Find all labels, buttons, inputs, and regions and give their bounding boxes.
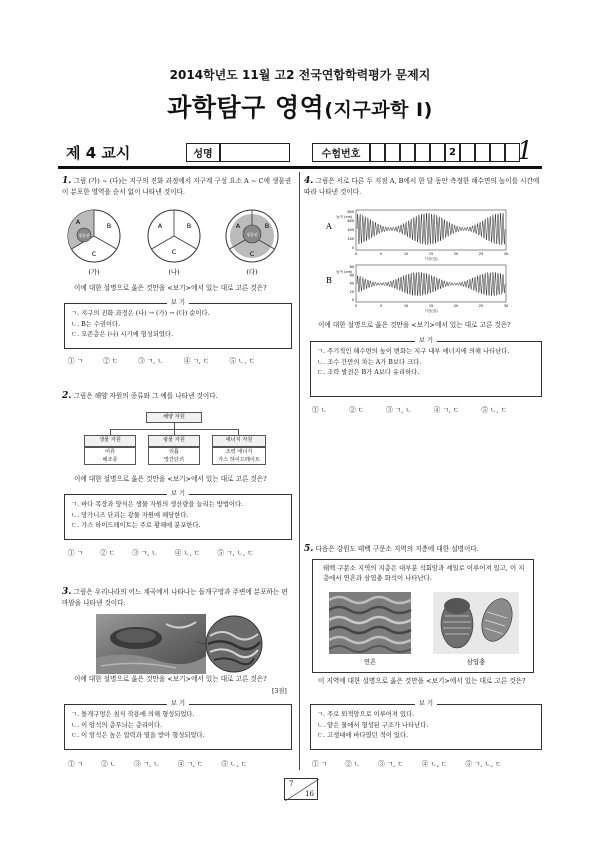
q5-caption-ripple: 연흔 bbox=[363, 658, 377, 666]
q5-choice[interactable]: ③ ㄱ, ㄷ bbox=[378, 760, 404, 768]
q5-caption-trilobite: 삼엽충 bbox=[466, 658, 486, 666]
q4-tick-label: 20 bbox=[453, 252, 459, 256]
q1-choices bbox=[68, 356, 255, 366]
q1-sector-c: C bbox=[171, 248, 177, 256]
q3-bogi-tag: 보 기 bbox=[167, 699, 189, 709]
q1-label-ga: (가) bbox=[88, 268, 100, 276]
q4-tick-label: 200 bbox=[347, 237, 354, 242]
exam-no-digit[interactable] bbox=[460, 143, 475, 162]
q2-choices bbox=[68, 548, 254, 558]
q4-choice[interactable]: ④ ㄱ, ㄷ bbox=[433, 406, 460, 414]
q1-number: 1. bbox=[62, 176, 72, 186]
q2-prompt: 이에 대한 설명으로 옳은 것만을 <보기>에서 있는 대로 고른 것은? bbox=[74, 475, 267, 483]
q3-bogi-item: ㄷ. 이 암석은 높은 압력과 열을 받아 형성되었다. bbox=[71, 732, 205, 739]
q5-bogi-item: ㄱ. 주로 퇴적암으로 이루어져 있다. bbox=[317, 711, 415, 718]
exam-no-digit[interactable] bbox=[415, 143, 430, 162]
q4-label-a: A bbox=[326, 222, 332, 231]
q3-bogi-item: ㄴ. 이 암석의 층무늬는 층리이다. bbox=[71, 721, 163, 729]
q2-child-mineral: 광물 자원 bbox=[148, 435, 200, 447]
q4-ylabel-b: 높이 (cm) bbox=[336, 270, 353, 274]
q1-bogi-item: ㄷ. 오존층은 (나) 시기에 형성되었다. bbox=[71, 331, 174, 338]
q1-choice[interactable]: ⑤ ㄴ, ㄷ bbox=[229, 357, 255, 365]
q1-diagram-na bbox=[148, 210, 200, 276]
subject-main: 과학탐구 영역 bbox=[167, 93, 325, 122]
q4-tick-label: 15 bbox=[428, 304, 434, 308]
q4-tick-label: 30 bbox=[503, 252, 509, 256]
q1-bio-label: 생물권 bbox=[78, 233, 90, 238]
q4-number: 4. bbox=[304, 176, 314, 186]
q4-tick-label: 0 bbox=[351, 298, 354, 303]
q4-tick-label: 0 bbox=[354, 252, 358, 256]
q1-diagram-da bbox=[226, 210, 278, 276]
q2-bogi-box bbox=[64, 490, 292, 540]
q4-bogi-item: ㄴ. 조수 간만의 차는 A가 B보다 크다. bbox=[317, 358, 422, 366]
page-current: 7 bbox=[289, 780, 294, 788]
q2-text: 그림은 해양 자원의 종류와 그 예를 나타낸 것이다. bbox=[73, 392, 218, 400]
q4-label-b: B bbox=[326, 276, 332, 285]
q4-tick-label: 15 bbox=[428, 252, 434, 256]
q5-choice[interactable]: ① ㄱ bbox=[312, 760, 328, 768]
q1-sector-b: B bbox=[106, 222, 112, 230]
q2-example-bio: 어류 해조류 bbox=[84, 447, 136, 465]
q4-tick-label: 40 bbox=[349, 281, 354, 286]
q4-tick-label: 5 bbox=[379, 304, 383, 308]
pothole-photo bbox=[96, 614, 206, 674]
exam-no-digit[interactable] bbox=[475, 143, 490, 162]
q2-bogi-item: ㄷ. 가스 하이드레이트는 주로 황해에 분포한다. bbox=[71, 522, 201, 529]
name-label: 성명 bbox=[186, 143, 220, 162]
q4-prompt: 이에 대한 설명으로 옳은 것만을 <보기>에서 있는 대로 고른 것은? bbox=[318, 321, 511, 329]
q5-bogi-item: ㄷ. 고생대에 바다였던 적이 있다. bbox=[317, 732, 409, 739]
q5-photos bbox=[329, 590, 525, 670]
q5-box-text: 태백 구문소 지역의 지층은 대부분 석회암과 셰일로 이루어져 있고, 이 지층에서 연흔과 삼엽충 화석이 나타난다. bbox=[323, 564, 525, 582]
exam-no-digit[interactable] bbox=[400, 143, 415, 162]
q3-number: 3. bbox=[62, 587, 72, 597]
q4-bogi-box bbox=[310, 337, 542, 397]
q4-tick-label: 5 bbox=[379, 252, 383, 256]
q4-choice[interactable]: ⑤ ㄴ, ㄷ bbox=[481, 406, 507, 414]
q5-text: 다음은 강원도 태백 구문소 지역의 지층에 대한 설명이다. bbox=[315, 545, 479, 553]
q2-choice[interactable]: ① ㄱ bbox=[68, 549, 84, 557]
q4-tick-label: 10 bbox=[403, 304, 409, 308]
q2-choice[interactable]: ⑤ ㄱ, ㄴ, ㄷ bbox=[217, 549, 254, 557]
q3-bogi-item: ㄱ. 돌개구멍은 침식 작용에 의해 형성되었다. bbox=[71, 711, 195, 718]
q4-choice[interactable]: ② ㄷ bbox=[349, 406, 365, 414]
q4-xlabel-a: 시간(일) bbox=[424, 257, 438, 261]
exam-no-digit[interactable] bbox=[430, 143, 445, 162]
q3-choice[interactable]: ⑤ ㄴ, ㄷ bbox=[221, 760, 247, 768]
q1-text: 그림 (가) ~ (다)는 지구의 진화 과정에서 지구계 구성 요소 A ~ C에 생물권이 분포한 영역을 순서 없이 나타낸 것이다. bbox=[62, 177, 292, 196]
q5-bogi-box bbox=[310, 700, 542, 750]
q3-choice[interactable]: ③ ㄱ, ㄴ bbox=[134, 760, 160, 768]
q2-root: 해양 자원 bbox=[146, 412, 202, 423]
q5-stem bbox=[304, 544, 540, 555]
page-indicator bbox=[284, 778, 318, 800]
id-row bbox=[186, 143, 520, 162]
q2-bogi-item: ㄱ. 바다 목장과 양식은 생물 자원의 생산량을 늘리는 방법이다. bbox=[71, 501, 244, 508]
q4-xlabel-b: 시간(일) bbox=[424, 309, 438, 313]
q4-choice[interactable]: ① ㄴ bbox=[312, 406, 328, 414]
q4-tick-label: 0 bbox=[354, 304, 358, 308]
q1-sector-a: A bbox=[75, 218, 81, 226]
q4-tick-label: 25 bbox=[478, 304, 484, 308]
q1-diagram-ga bbox=[68, 210, 120, 276]
q2-example-energy: 조력 에너지 가스 하이드레이트 bbox=[212, 447, 266, 465]
q3-stem bbox=[62, 587, 294, 609]
q4-tick-label: 10 bbox=[403, 252, 409, 256]
column-divider bbox=[299, 172, 300, 770]
q1-choice[interactable]: ② ㄷ bbox=[103, 357, 119, 365]
exam-no-digit[interactable] bbox=[490, 143, 505, 162]
q5-bogi-tag: 보 기 bbox=[415, 699, 437, 709]
q1-bogi-item: ㄴ. B는 수권이다. bbox=[71, 320, 121, 328]
q4-tick-label: 400 bbox=[347, 228, 354, 233]
q1-stem bbox=[62, 176, 292, 198]
q1-prompt: 이에 대한 설명으로 옳은 것만을 <보기>에서 있는 대로 고른 것은? bbox=[74, 284, 267, 292]
exam-header-top: 2014학년도 11월 고2 전국연합학력평가 문제지 bbox=[169, 68, 431, 82]
q1-label-na: (나) bbox=[168, 268, 180, 276]
q2-stem bbox=[62, 391, 294, 402]
q1-choice[interactable]: ③ ㄱ, ㄴ bbox=[138, 357, 164, 365]
ripple-mark-photo bbox=[329, 592, 411, 654]
q2-child-energy: 에너지 자원 bbox=[212, 435, 266, 447]
q4-ylabel-a: 높이 (cm) bbox=[336, 215, 353, 219]
trilobite-photo bbox=[433, 592, 519, 654]
q2-example-mineral: 리튬 망간단괴 bbox=[148, 447, 200, 465]
q2-choice[interactable]: ② ㄷ bbox=[100, 549, 116, 557]
q1-bogi-box bbox=[64, 299, 292, 349]
q3-choice[interactable]: ① ㄱ bbox=[68, 760, 84, 768]
q5-info-box bbox=[312, 559, 534, 673]
q1-sector-a: A bbox=[157, 222, 163, 230]
q1-sector-c: C bbox=[249, 250, 255, 258]
q2-bogi-tag: 보 기 bbox=[167, 489, 189, 499]
subject-title bbox=[0, 88, 600, 124]
q5-bogi-item: ㄴ. 얕은 물에서 형성된 구조가 나타난다. bbox=[317, 721, 429, 729]
q3-bogi-box bbox=[64, 700, 292, 750]
q4-choice[interactable]: ③ ㄱ, ㄴ bbox=[386, 406, 412, 414]
page-number: 1 bbox=[517, 136, 533, 165]
q3-choices bbox=[68, 759, 247, 769]
q3-text: 그림은 우리나라의 어느 계곡에서 나타나는 돌개구멍과 주변에 분포하는 편마암을 나타낸 것이다. bbox=[62, 588, 288, 607]
q1-bogi-tag: 보 기 bbox=[167, 298, 189, 308]
q4-tick-label: 800 bbox=[347, 210, 354, 215]
q5-choice[interactable]: ⑤ ㄱ, ㄴ, ㄷ bbox=[465, 760, 502, 768]
q4-stem bbox=[304, 176, 540, 198]
q1-sector-b: B bbox=[186, 222, 192, 230]
subject-sub: (지구과학 Ⅰ) bbox=[324, 99, 433, 121]
q5-number: 5. bbox=[304, 544, 314, 554]
q4-tick-label: 20 bbox=[349, 289, 354, 294]
q1-choice[interactable]: ④ ㄱ, ㄷ bbox=[183, 357, 210, 365]
q2-bogi-item: ㄴ. 망가니즈 단괴는 광물 자원에 해당한다. bbox=[71, 511, 189, 519]
q1-sector-c: C bbox=[91, 250, 97, 258]
q2-choice[interactable]: ④ ㄴ, ㄷ bbox=[174, 549, 201, 557]
q3-prompt: 이에 대한 설명으로 옳은 것만을 <보기>에서 있는 대로 고른 것은? bbox=[74, 675, 267, 683]
q5-choices bbox=[312, 759, 502, 769]
q4-text: 그림은 서로 다른 두 지점 A, B에서 한 달 동안 측정한 해수면의 높이를 시간에 따라 나타낸 것이다. bbox=[304, 177, 540, 196]
q4-tick-label: 25 bbox=[478, 252, 484, 256]
q4-tick-label: 30 bbox=[503, 304, 509, 308]
header-rule bbox=[58, 166, 542, 169]
q4-bogi-tag: 보 기 bbox=[415, 336, 437, 346]
q4-tide-graphs bbox=[322, 207, 522, 313]
q4-tick-label: 60 bbox=[349, 273, 354, 278]
q4-bogi-item: ㄱ. 주기적인 해수면의 높이 변화는 지구 내부 에너지에 의해 나타난다. bbox=[317, 348, 510, 355]
q5-choice[interactable]: ② ㄴ bbox=[345, 760, 361, 768]
q3-choice[interactable]: ④ ㄱ, ㄷ bbox=[177, 760, 204, 768]
q1-sector-a: A bbox=[235, 222, 241, 230]
session-label: 제 4 교시 bbox=[66, 144, 131, 162]
q1-bogi-item: ㄱ. 지구의 진화 과정은 (나) → (가) → (다) 순이다. bbox=[71, 310, 210, 317]
q4-tick-label: 20 bbox=[453, 304, 459, 308]
q3-points: [3점] bbox=[272, 688, 287, 695]
q1-label-da: (다) bbox=[246, 268, 258, 276]
q5-choice[interactable]: ④ ㄴ, ㄷ bbox=[421, 760, 448, 768]
name-field[interactable] bbox=[220, 143, 290, 162]
exam-no-digit-fixed: 2 bbox=[445, 143, 460, 162]
q3-photos bbox=[96, 614, 264, 674]
q1-sector-b: B bbox=[264, 222, 270, 230]
q4-tick-label: 80 bbox=[349, 265, 354, 270]
q4-choices bbox=[312, 405, 507, 415]
exam-no-digit[interactable] bbox=[370, 143, 385, 162]
exam-no-label: 수험번호 bbox=[312, 143, 370, 162]
q2-number: 2. bbox=[62, 391, 72, 401]
q1-figure bbox=[64, 206, 294, 278]
q2-child-bio: 생물 자원 bbox=[84, 435, 136, 447]
q1-bio-label: 생물권 bbox=[246, 232, 258, 237]
q1-choice[interactable]: ① ㄱ bbox=[68, 357, 84, 365]
q4-tick-label: 600 bbox=[347, 219, 354, 224]
q2-choice[interactable]: ③ ㄱ, ㄴ bbox=[132, 549, 158, 557]
q5-prompt: 이 지역에 대한 설명으로 옳은 것만을 <보기>에서 있는 대로 고른 것은? bbox=[318, 677, 526, 685]
q4-tick-label: 0 bbox=[351, 246, 354, 251]
q3-choice[interactable]: ② ㄴ bbox=[101, 760, 117, 768]
q4-bogi-item: ㄷ. 조력 발전은 B가 A보다 유리하다. bbox=[317, 369, 420, 376]
exam-no-digit[interactable] bbox=[385, 143, 400, 162]
page-total: 16 bbox=[305, 790, 314, 798]
